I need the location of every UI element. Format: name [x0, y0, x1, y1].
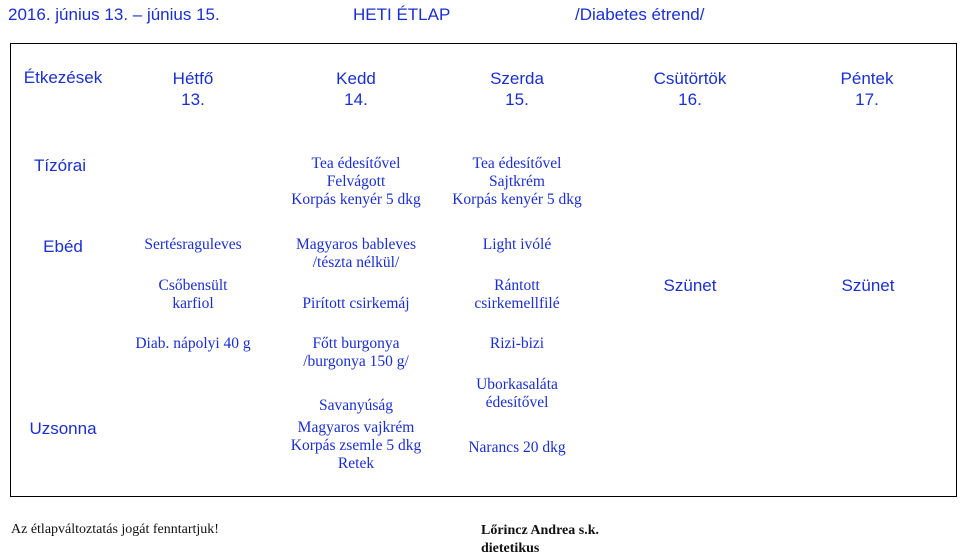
- day-date: 14.: [344, 90, 368, 109]
- menu-item: Rántott: [494, 277, 540, 294]
- menu-item: /burgonya 150 g/: [303, 353, 409, 370]
- row-label-uzsonna: Uzsonna: [29, 419, 97, 438]
- column-header-csutortok: [654, 68, 727, 110]
- menu-item: Felvágott: [326, 173, 386, 190]
- menu-item: édesítővel: [485, 394, 549, 411]
- day-date: 17.: [855, 90, 879, 109]
- ebed-kedd-soup: [296, 236, 416, 272]
- menu-item: Tea édesítővel: [311, 155, 401, 172]
- menu-item: Korpás zsemle 5 dkg: [290, 437, 422, 454]
- table-border-left: [10, 43, 11, 497]
- menu-item: Magyaros vajkrém: [297, 419, 415, 436]
- menu-item: /tészta nélkül/: [312, 254, 400, 271]
- menu-item: Retek: [337, 455, 375, 472]
- page-title: HETI ÉTLAP: [353, 5, 451, 24]
- ebed-hetfo-side: Diab. nápolyi 40 g: [135, 335, 251, 352]
- tizorai-szerda-cell: [452, 155, 582, 209]
- uzsonna-szerda-cell: Narancs 20 dkg: [468, 439, 566, 456]
- ebed-szerda-side: Rizi-bizi: [489, 335, 545, 352]
- menu-item: Uborkasaláta: [476, 376, 558, 393]
- page-subtitle: /Diabetes étrend/: [575, 5, 705, 24]
- ebed-szerda-soup: Light ivólé: [482, 236, 552, 253]
- column-header-pentek: [841, 68, 894, 110]
- menu-item: Sajtkrém: [489, 173, 545, 190]
- ebed-csutortok-closed: Szünet: [663, 276, 717, 295]
- ebed-kedd-main: Pirított csirkemáj: [302, 295, 410, 312]
- ebed-kedd-extra: Savanyúság: [318, 397, 394, 414]
- day-name: Hétfő: [172, 69, 214, 88]
- column-header-meals: Étkezések: [23, 68, 103, 87]
- column-header-szerda: [490, 68, 544, 110]
- table-border-bottom: [10, 496, 956, 497]
- menu-item: Főtt burgonya: [312, 335, 400, 352]
- table-border-right: [956, 43, 957, 497]
- author-role: dietetikus: [481, 541, 540, 556]
- ebed-kedd-side: [303, 335, 409, 371]
- column-header-kedd: [336, 68, 376, 110]
- day-date: 13.: [181, 90, 205, 109]
- author-name: Lőrincz Andrea s.k.: [481, 523, 599, 538]
- day-name: Csütörtök: [653, 69, 727, 88]
- menu-item: Tea édesítővel: [472, 155, 562, 172]
- column-header-hetfo: [173, 68, 214, 110]
- ebed-pentek-closed: Szünet: [841, 276, 895, 295]
- day-date: 16.: [678, 90, 702, 109]
- day-date: 15.: [505, 90, 529, 109]
- ebed-szerda-extra: [476, 376, 558, 412]
- row-label-tizorai: Tízórai: [34, 156, 86, 175]
- menu-item: Korpás kenyér 5 dkg: [452, 191, 582, 208]
- table-border-top: [10, 43, 956, 44]
- ebed-hetfo-main: [159, 277, 228, 313]
- menu-item: Csőbensült: [158, 277, 228, 294]
- menu-item: karfiol: [172, 295, 214, 312]
- date-range: 2016. június 13. – június 15.: [8, 5, 220, 24]
- ebed-hetfo-soup: Sertésraguleves: [144, 236, 242, 253]
- ebed-szerda-main: [474, 277, 559, 313]
- day-name: Péntek: [840, 69, 894, 88]
- footer-author: [481, 522, 599, 558]
- footer-notice: Az étlapváltoztatás jogát fenntartjuk!: [11, 522, 219, 537]
- day-name: Szerda: [490, 69, 544, 88]
- tizorai-kedd-cell: [291, 155, 421, 209]
- row-label-ebed: Ebéd: [43, 237, 83, 256]
- menu-item: csirkemellfilé: [474, 295, 560, 312]
- uzsonna-kedd-cell: [291, 419, 421, 473]
- menu-item: Korpás kenyér 5 dkg: [291, 191, 421, 208]
- menu-item: Magyaros bableves: [295, 236, 417, 253]
- day-name: Kedd: [336, 69, 376, 88]
